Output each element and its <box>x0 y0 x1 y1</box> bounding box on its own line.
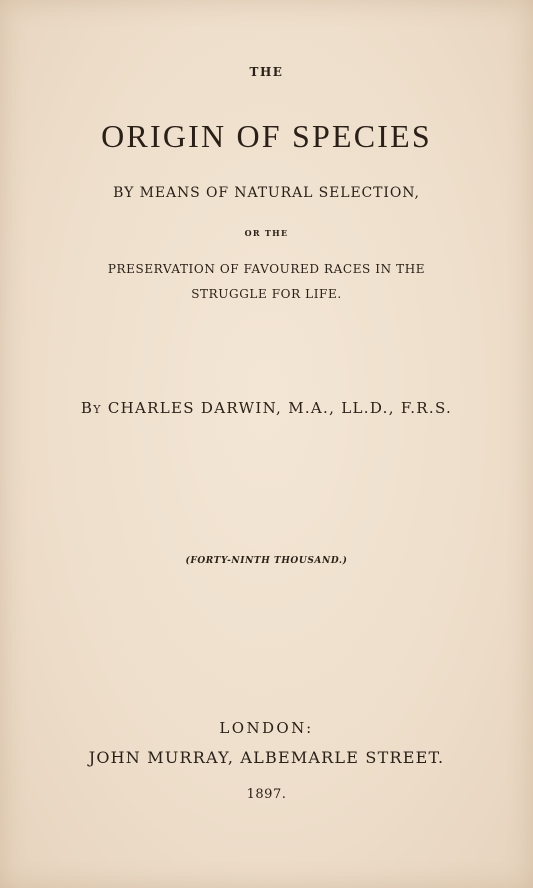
subtitle-line-3: STRUGGLE FOR LIFE. <box>191 287 342 301</box>
imprint-city: LONDON: <box>219 719 314 737</box>
author-line <box>0 401 533 416</box>
author-by: By <box>80 399 102 417</box>
imprint-publisher: JOHN MURRAY, ALBEMARLE STREET. <box>88 748 445 767</box>
imprint-year: 1897. <box>246 787 287 802</box>
subtitle-line-1: BY MEANS OF NATURAL SELECTION, <box>113 185 420 201</box>
subtitle-connector: OR THE <box>244 228 289 238</box>
title-article: THE <box>249 65 284 79</box>
author-name: CHARLES DARWIN, M.A., LL.D., F.R.S. <box>107 399 453 417</box>
subtitle-line-2: PRESERVATION OF FAVOURED RACES IN THE <box>107 262 426 276</box>
edition-note: (FORTY-NINTH THOUSAND.) <box>185 556 348 566</box>
book-title: ORIGIN OF SPECIES <box>101 118 432 154</box>
